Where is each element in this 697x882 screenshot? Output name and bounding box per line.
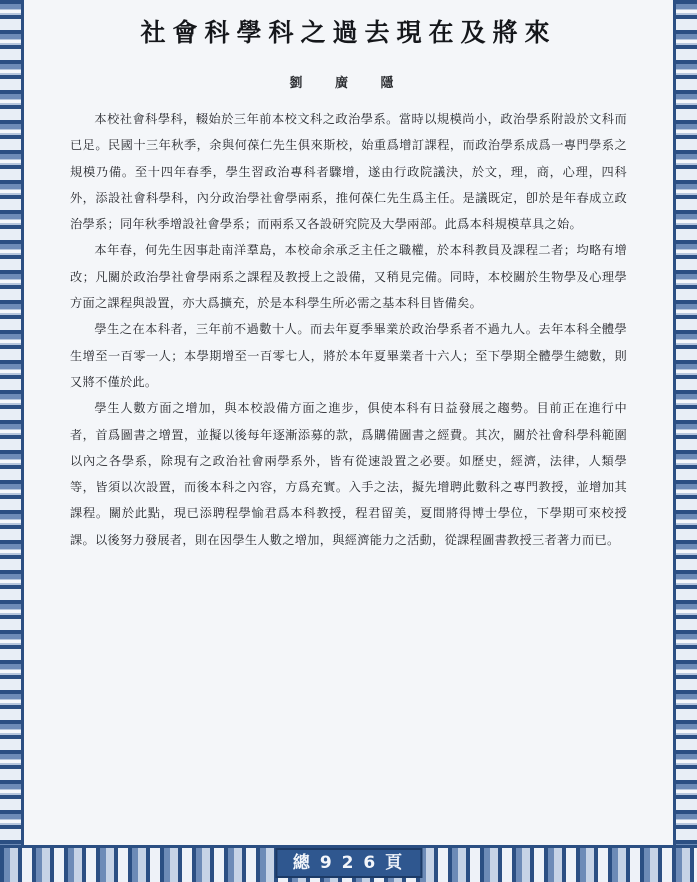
left-ornamental-border [0, 0, 24, 850]
right-ornamental-border [673, 0, 697, 850]
article [70, 0, 627, 553]
bottom-ornamental-border [0, 845, 697, 882]
article-body [70, 106, 627, 553]
paragraph-4: 學生人數方面之增加，與本校設備方面之進步，俱使本科有日益發展之趨勢。目前正在進行中者，首爲圖書之增置，並擬以後每年逐漸添募的款，爲購備圖書之經費。其次，關於社會科學科範圍以內之各學系，除現有之政治社會兩學系外，皆有從速設置之必要。如歷史，經濟，法律，人類學等，皆須以次設置，而後本科之內容，方爲充實。入手之法，擬先增聘此數科之專門教授，並增加其課程。關於此點，現已添聘程學愉君爲本科教授，程君留美，夏間將得博士學位，下學期可來校授課。以後努力發展者，則在因學生人數之增加，與經濟能力之活動，從課程圖書教授三者著力而已。 [70, 401, 627, 547]
article-author: 劉 廣 隱 [289, 76, 408, 91]
paragraph-1: 本校社會科學科，輟始於三年前本校文科之政治學系。當時以規模尚小，政治學系附設於文科而已足。民國十三年秋季，余與何葆仁先生俱來斯校，始重爲增訂課程，而政治學系成爲一專門學系之規模乃備。至十四年春季，學生習政治專科者驟增，遂由行政院議決，於文，理，商，心理，四科外，添設社會科學科，內分政治學社會學兩系，推何葆仁先生爲主任。是議既定，卽於是年春成立政治學系；同年秋季增設社會學系；而兩系又各設研究院及大學兩部。此爲本科規模草具之始。 [70, 112, 627, 232]
paragraph-3: 學生之在本科者，三年前不過數十人。而去年夏季畢業於政治學系者不過九人。去年本科全體學生增至一百零一人；本學期增至一百零七人，將於本年夏畢業者十六人；至下學期全體學生總數，則又將不僅於此。 [70, 322, 627, 389]
paragraph-2: 本年春，何先生因事赴南洋羣島，本校命余承乏主任之職權，於本科教員及課程二者；均略有增改；凡關於政治學社會學兩系之課程及教授上之設備，又稍見完備。同時，本校關於生物學及心理學方面之課程與設置，亦大爲擴充，於是本科學生所必需之基本科目皆備矣。 [70, 243, 627, 311]
page-number-label: 總 9 2 6 頁 [275, 848, 422, 878]
article-title: 社會科學科之過去現在及將來 [140, 18, 557, 47]
